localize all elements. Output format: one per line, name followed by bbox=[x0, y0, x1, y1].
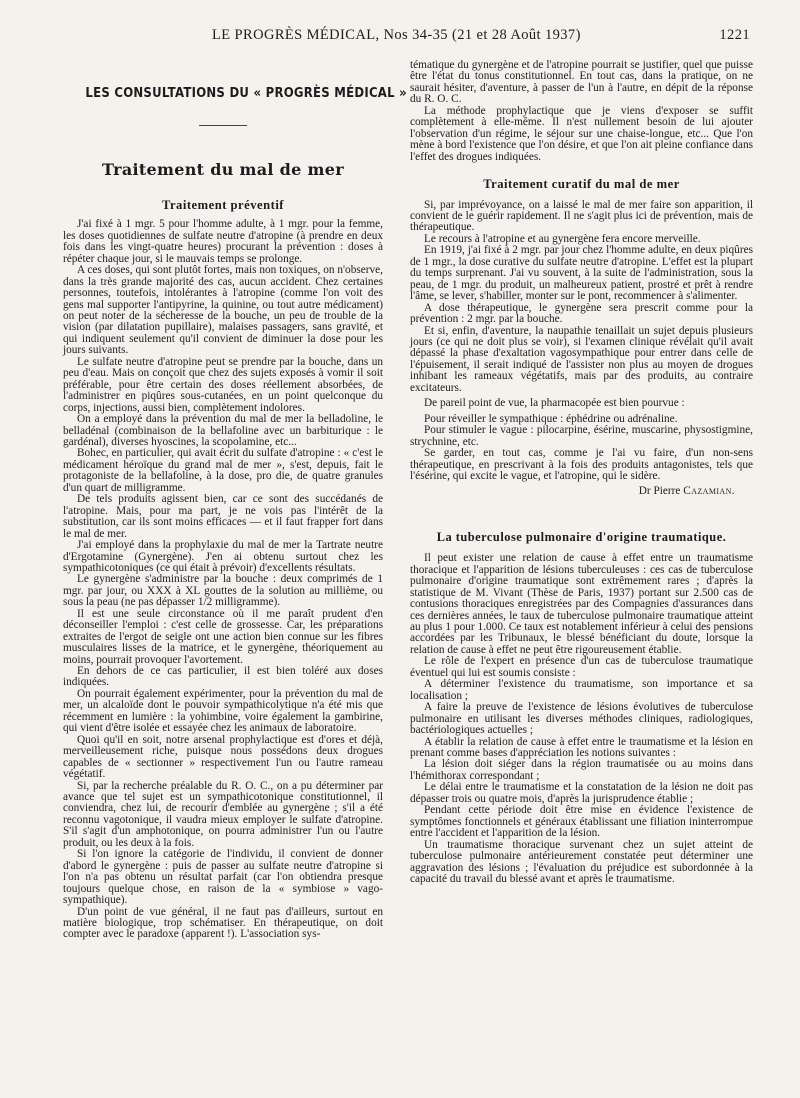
page-number: 1221 bbox=[719, 27, 750, 43]
right-column bbox=[410, 60, 753, 885]
section-rubric: LES CONSULTATIONS DU « PROGRÈS MÉDICAL » bbox=[85, 85, 407, 101]
running-header bbox=[60, 27, 750, 47]
body-paragraph: tématique du gynergène et de l'atropine pourrait se justifier, quel que puisse être l'état du tonus constitutionnel. En tout cas, dans la pratique, on ne saurait hésiter, d'aventure, à passer de l'un à l'autre, en dépit de la réponse du R. O. C. bbox=[410, 59, 753, 106]
body-paragraph: On a employé dans la prévention du mal de mer la belladoline, le belladénal (combinaison de la bellafoline avec un barbiturique : le gardénal), diverses hyoscines, la scopolamine, etc... bbox=[63, 413, 383, 448]
signature-name: Cazamian. bbox=[683, 485, 735, 498]
left-column bbox=[63, 62, 407, 941]
body-paragraph: Pour stimuler le vague : pilocarpine, ésérine, muscarine, physostigmine, strychnine, etc. bbox=[410, 424, 753, 448]
body-paragraph: Il est une seule circonstance où il me paraît prudent d'en déconseiller l'emploi : c'est celle de grossesse. Car, les préparations extraites de l'ergot de seigle ont une action bien connue sur les fibres musculaires lisses de la matrice, et le gynergène, théoriquement au moins, pourrait provoquer l'avortement. bbox=[63, 607, 383, 666]
body-paragraph: En 1919, j'ai fixé à 2 mgr. par jour chez l'homme adulte, en deux piqûres de 1 mgr., la dose curative du sulfate neutre d'atropine. L'effet est la plupart du temps surprenant. J'ai vu souvent, à la suite de l'administration, sous la peau, de 1 mgr. du produit, un malheureux patient, prostré et prêt à rendre l'âme, se lever, s'habiller, monter sur le pont, recommencer à s'alimenter. bbox=[410, 244, 753, 303]
running-title: LE PROGRÈS MÉDICAL, Nos 34-35 (21 et 28 Août 1937) bbox=[212, 27, 581, 43]
article2-title: La tuberculose pulmonaire d'origine traumatique. bbox=[436, 529, 727, 544]
body-paragraph: Le gynergène s'administre par la bouche : deux comprimés de 1 mgr. par jour, ou XXX à XL gouttes de la solution au millième, ou sous la peau (ne pas dépasser 1/2 milligramme). bbox=[63, 573, 383, 609]
body-paragraph: A établir la relation de cause à effet entre le traumatisme et la lésion en prenant comme bases d'appréciation les notions suivantes : bbox=[410, 735, 753, 760]
body-paragraph: D'un point de vue général, il ne faut pas d'ailleurs, surtout en matière biologique, trop schématiser. En thérapeutique, on doit compter avec le paradoxe (apparent !). L'association sys- bbox=[63, 905, 383, 941]
body-paragraph: Et si, enfin, d'aventure, la naupathie tenaillait un sujet depuis plusieurs jours (ce qui ne doit plus se voir), si l'examen clinique révélait qu'il avait dépassé la phase d'exaltation vagosympathique pour entrer dans celle de l'épuisement, il serait indiqué de l'assister non plus au moyen de drogues inhibant les rameaux végétatifs, mais par des produits, au contraire excitateurs. bbox=[410, 324, 753, 394]
body-paragraph: A dose thérapeutique, le gynergène sera prescrit comme pour la prévention : 2 mgr. par la bouche. bbox=[410, 301, 753, 326]
body-paragraph: Si l'on ignore la catégorie de l'individu, il convient de donner d'abord le gynergène : puis de passer au sulfate neutre d'atropine si l'on n'a pas obtenu un résultat parfait (car l'on obtiendra presque toujours quelque chose, en raison de la « symbiose » vago-sympathique). bbox=[63, 848, 383, 907]
body-paragraph: Si, par imprévoyance, on a laissé le mal de mer faire son apparition, il convient de le guérir rapidement. Il ne s'agit plus ici de prévention, mais de thérapeutique. bbox=[410, 198, 753, 234]
body-paragraph: J'ai fixé à 1 mgr. 5 pour l'homme adulte, à 1 mgr. pour la femme, les doses quotidiennes de sulfate neutre d'atropine (à prendre en deux fois dans les vingt-quatre heures) procurant la prévention : doses à répéter chaque jour, si le mauvais temps se prolonge. bbox=[63, 218, 383, 265]
body-paragraph: A faire la preuve de l'existence de lésions évolutives de tuberculose pulmonaire en utilisant les diverses méthodes cliniques, radiologiques, bactériologiques actuelles ; bbox=[410, 701, 753, 737]
body-paragraph: On pourrait également expérimenter, pour la prévention du mal de mer, un alcaloïde dont le pouvoir sympathicolytique n'a été mis que récemment en lumière : la yohimbine, voire également la gambirine, qui vient d'être isolée et essayée chez les animaux de laboratoire. bbox=[63, 687, 383, 735]
subheading-curatif: Traitement curatif du mal de mer bbox=[483, 177, 680, 192]
body-paragraph: De tels produits agissent bien, car ce sont des succédanés de l'atropine. Mais, pour ma part, je ne vois pas l'intérêt de la substitution, car ils sont moins efficaces — et il faut frapper fort dans le mal de mer. bbox=[63, 493, 383, 540]
body-paragraph: Quoi qu'il en soit, notre arsenal prophylactique est d'ores et déjà, merveilleusement riche, puisque nous possédons deux drogues capables de « sectionner » respectivement l'un ou l'autre rameau végétatif. bbox=[63, 733, 383, 781]
body-paragraph: Le rôle de l'expert en présence d'un cas de tuberculose traumatique éventuel qui lui est soumis consiste : bbox=[410, 655, 753, 679]
body-paragraph: Bohec, en particulier, qui avait écrit du sulfate d'atropine : « c'est le médicament héroïque du grand mal de mer », s'est, depuis, fait le protagoniste de la bellafoline, à la dose, pro die, de quatre granules d'un quart de milligramme. bbox=[63, 447, 383, 494]
divider-rule bbox=[199, 125, 247, 126]
body-paragraph: Le délai entre le traumatisme et la constatation de la lésion ne doit pas dépasser trois ou quatre mois, d'après la jurisprudence établie ; bbox=[410, 781, 753, 805]
body-paragraph: Le sulfate neutre d'atropine peut se prendre par la bouche, dans un peu d'eau. Mais on conçoit que chez des sujets exposés à vomir il soit préférable, pour être certain des doses réellement absorbées, de l'administrer en piqûres sous-cutanées, en un point quelconque du corps, injections, aussi bien, complètement indolores. bbox=[63, 355, 383, 414]
body-paragraph: A ces doses, qui sont plutôt fortes, mais non toxiques, on n'observe, dans la très grande majorité des cas, aucun accident. Chez certaines personnes, toutefois, intolérantes à l'atropine (comme l'on voit des gens mal supporter l'antipyrine, la quinine, ou tout autre médicament) on peut noter de la sécheresse de la bouche, un peu de trouble de la vision (par dilatation pupillaire), malaises passagers, sans gravité, et qui indiquent seulement qu'il convient de diminuer la dose pour les jours suivants. bbox=[63, 264, 383, 357]
body-paragraph: J'ai employé dans la prophylaxie du mal de mer la Tartrate neutre d'Ergotamine (Gynergène). J'en ai obtenu surtout chez les sympathicotoniques (ce qui était à prévoir) d'excellents résultats. bbox=[63, 539, 383, 574]
body-paragraph: En dehors de ce cas particulier, il est bien toléré aux doses indiquées. bbox=[63, 665, 383, 689]
signature-prefix: Dr Pierre bbox=[638, 485, 681, 498]
body-paragraph: La méthode prophylactique que je viens d'exposer se suffit complètement à elle-même. Il n'est nullement besoin de lui ajouter l'observation d'un régime, le séjour sur une chaise-longue, etc... Que l'on mène à bord l'existence que l'on désire, et que l'on ait pleine confiance dans l'effet des drogues indiquées. bbox=[410, 104, 753, 163]
article-title: Traitement du mal de mer bbox=[102, 160, 344, 180]
body-paragraph: Le recours à l'atropine et au gynergène fera encore merveille. bbox=[424, 232, 701, 245]
author-signature bbox=[410, 486, 735, 497]
body-paragraph: Si, par la recherche préalable du R. O. C., on a pu déterminer par avance que tel sujet est un sympathicotonique constitutionnel, il conviendra, chez lui, de recourir d'emblée au gynergène ; s'il a été reconnu vagotonique, il vaudra mieux employer le sulfate d'atropine. S'il s'agit d'un amphotonique, on pourra administrer l'un ou l'autre produit, ou les deux à la fois. bbox=[63, 779, 383, 849]
body-paragraph: Il peut exister une relation de cause à effet entre un traumatisme thoracique et l'apparition de lésions tuberculeuses : ces cas de tuberculose pulmonaire d'origine traumatique sont extrêmement rares ; d'après la statistique de M. Vivant (Thèse de Paris, 1937) portant sur 2.500 cas de contusions thoraciques enregistrées par des Compagnies d'assurances dans ces dernières années, le taux de tuberculose pulmonaire traumatique atteint au plus 1 pour 1.000. Ce taux est notablement inférieur à celui des pensions accordées par les Tribunaux, le blessé bénéficiant du doute, lorsque la relation de cause à effet ne peut être rigoureusement établie. bbox=[410, 552, 753, 656]
body-paragraph: Un traumatisme thoracique survenant chez un sujet atteint de tuberculose pulmonaire antérieurement constatée peut déterminer une aggravation des lésions ; l'évaluation du préjudice est subordonnée à la capacité du travail du blessé avant et après le traumatisme. bbox=[410, 838, 753, 885]
body-paragraph: Pour réveiller le sympathique : éphédrine ou adrénaline. bbox=[424, 412, 678, 425]
subheading-preventif: Traitement préventif bbox=[161, 197, 285, 212]
body-paragraph: La lésion doit siéger dans la région traumatisée ou au moins dans l'hémithorax correspondant ; bbox=[410, 758, 753, 782]
body-paragraph: Se garder, en tout cas, comme je l'ai vu faire, d'un non-sens thérapeutique, en prescrivant à la fois des produits antagonistes, tels que l'ésérine, qui excite le vague, et l'atropine, qui le sidère. bbox=[410, 447, 753, 482]
body-paragraph: De pareil point de vue, la pharmacopée est bien pourvue : bbox=[424, 397, 685, 410]
body-paragraph: Pendant cette période doit être mise en évidence l'existence de symptômes fonctionnels et généraux établissant une filiation ininterrompue entre l'accident et l'apparition de la lésion. bbox=[410, 804, 753, 840]
body-paragraph: A déterminer l'existence du traumatisme, son importance et sa localisation ; bbox=[410, 678, 753, 702]
